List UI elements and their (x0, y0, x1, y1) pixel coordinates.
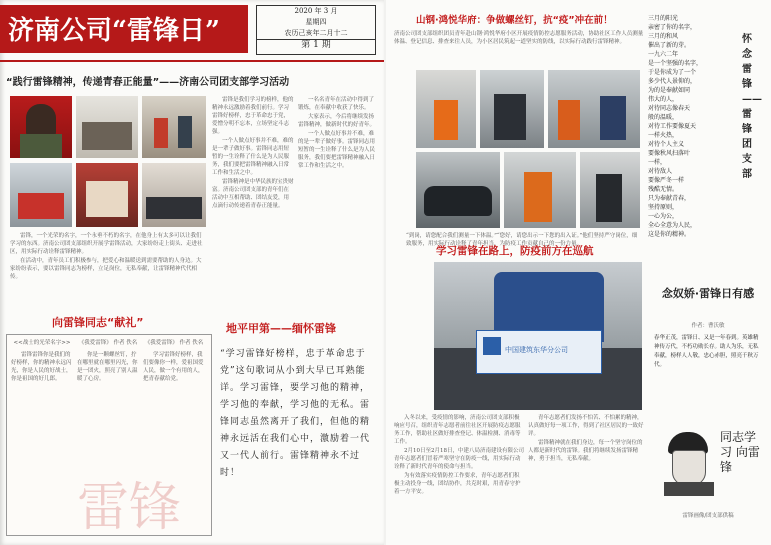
poem-column-2 (77, 339, 139, 529)
poem-line: 于是你成为了一个 (648, 69, 697, 76)
poem-line: 催出了新的芽。 (648, 42, 691, 49)
poem-line: 对待敌人 (648, 168, 673, 175)
lower-body-left (394, 414, 524, 538)
poem-line: 要像秋风扫落叶 (648, 150, 691, 157)
poem-line: 一样， (648, 159, 667, 166)
photo-community-visit (142, 96, 206, 158)
stamp-calligraphy: 同志学习 向雷锋 (720, 430, 760, 474)
paragraph: 雷锋精神就在我们身边，每一个坚守岗位的人都是新时代的雷锋。我们将继续发扬雷锋精神，勇于担当，无私奉献。 (528, 440, 643, 462)
photo-group-meeting (76, 96, 138, 158)
poem-line: 伟大的人， (648, 96, 679, 103)
poem-line: 三月的阳光 (648, 15, 679, 22)
poem-line: 一样火热， (648, 132, 679, 139)
vertical-poem-title: 怀念雷锋 —— 雷锋团支部 (742, 34, 762, 180)
photo-volunteers-street (10, 163, 72, 227)
photo-checkpoint (480, 70, 544, 148)
poem-line: 全心全意为人民， (648, 222, 697, 229)
poem-line: 残酷无情。 (648, 186, 679, 193)
portrait-caption: 雷锋画像/团支部供稿 (682, 513, 734, 519)
poem-column-header: 《我爱雷锋》 作者 佚名 (144, 340, 204, 346)
masthead-info (256, 5, 376, 55)
poem-text: 雷锋雷锋你是我们的好榜样，你的精神永远闪光，你是人民的好战士，你是祖国的好儿郎。 (11, 352, 72, 382)
poem-column-1 (11, 339, 73, 529)
poem-line: 坚持原则， (648, 204, 679, 211)
poem-watermark: 雷锋 (77, 478, 182, 536)
bus-banner (476, 330, 602, 374)
masthead-date: 2020 年 3 月 (294, 7, 338, 15)
lower-body-right (528, 414, 646, 538)
vertical-poem (648, 14, 738, 246)
lower-right-article: “学习雷锋好榜样，忠于革命忠于党”这句歌词从小到大早已耳熟能详。学习雷锋，要学习他的精神，学习他的奉献，学习他的无私。雷锋同志虽然离开了我们，但他的精神永远活在我们心中，激励着一代又一代人前行。雷锋精神永不过时！ (220, 349, 371, 478)
poem-line: 对待同志像春天 (648, 105, 691, 112)
poem-line: 只为奉献青春， (648, 195, 691, 202)
poem-line: 多少代人景仰的， (648, 78, 697, 85)
main-body-right (298, 96, 378, 306)
poem-line: 是一个坚强的名字， (648, 60, 703, 67)
photo-volunteer-orange-vest (416, 70, 476, 148)
top-intro: 济南公司团支部组织团员青年赴山钢·鸿悦华府小区开展疫情防控志愿服务活动，协助社区工作人员测量体温、登记信息、排查来往人员，为小区居民筑起一道坚实的防线，以实际行动践行雷锋精神。 (394, 31, 644, 45)
paragraph: 入冬以来，受疫情的影响，济南公司团支部积极响应号召，组织青年志愿者前往社区开展防疫志愿服务工作，帮助社区做好排查登记、体温检测、消毒等工作。 (394, 415, 521, 445)
paragraph: 青年志愿者们发扬不怕苦、不怕累的精神，认真做好每一项工作，得到了社区居民的一致好评。 (528, 415, 644, 437)
paragraph: 一个人做点好事并不难，难的是一辈子做好事。雷锋同志用短暂的一生诠释了什么是为人民服务，我们要把雷锋精神融入日常工作和生活之中。 (298, 131, 376, 169)
poem-line: 三月的和风 (648, 33, 679, 40)
right-page (386, 0, 771, 545)
photo-temperature-check (548, 70, 640, 148)
poem-block (6, 334, 212, 536)
poem-line: 亲密了你的名字， (648, 24, 697, 31)
masthead-issue: 第 1 期 (257, 39, 375, 51)
paragraph: 大家表示，今后将继续发扬雷锋精神，做新时代的好青年。 (298, 114, 376, 128)
paragraph: 一个人做点好事并不难，难的是一辈子做好事。雷锋同志用短暂的一生诠释了什么是为人民服务，我们要把雷锋精神融入日常工作和生活之中。 (212, 138, 294, 176)
masthead-lunar: 农历己亥年二月十二 (284, 29, 348, 37)
poem-column-3 (143, 339, 205, 529)
lower-right-headline: 地平甲第——缅怀雷锋 (226, 322, 336, 335)
photo-caption: “到岗，请您配合我们测量一下体温。”“您好，请您出示一下您的出入证。”他们坚持严守岗位，细致服务，用实际行动诠释了青年担当，为防疫工作贡献自己的一份力量。 (406, 233, 638, 247)
paragraph: 2月10日至2月18日，中建八局济南建设有限公司青年志愿者们冒着严寒坚守在防疫一线，用实际行动诠释了新时代青年的使命与担当。 (394, 448, 524, 470)
poem-line: 一九六二年 (648, 51, 679, 58)
left-page (0, 0, 384, 545)
poem-line: 对待个人主义 (648, 141, 685, 148)
photo-lei-feng-portrait (10, 96, 72, 158)
paragraph: 一名名青年在活动中得到了锻炼，在奉献中收获了快乐。 (298, 97, 375, 111)
paragraph: 雷锋是我们学习的榜样，他的精神永远激励着我们前行。学习雷锋好榜样，忠于革命忠于党，爱憎分明不忘本，立场坚定斗志强。 (212, 97, 294, 135)
small-headline: 念奴娇·雷锋日有感 (661, 287, 755, 300)
main-headline: “践行雷锋精神，传递青春正能量”——济南公司团支部学习活动 (6, 77, 290, 88)
banner-logo-icon (483, 337, 501, 355)
paragraph: 雷锋精神是中华民族的宝贵财富。济南公司团支部的青年们在活动中互相帮助、团结友爱，用点滴行动传递着青春正能量。 (212, 179, 294, 209)
masthead-rule (0, 60, 384, 62)
poem-column-header: <<战士的光荣名字>> (13, 340, 71, 346)
mid-headline: 学习雷锋在路上，防疫前方在巡航 (436, 245, 594, 257)
paragraph: 在活动中，青年员工们积极参与，把爱心和温暖送到需要帮助的人身边。大家纷纷表示，要以雷锋同志为榜样，立足岗位，无私奉献，让雷锋精神代代相传。 (10, 258, 202, 280)
poem-line: 对待工作要像夏天 (648, 123, 697, 130)
photo-registration (504, 152, 576, 228)
photo-indoor-event (76, 163, 138, 227)
small-author: 作者：曹沃敏 (691, 323, 725, 329)
photo-car-inspection (416, 152, 500, 228)
photo-team-group (142, 163, 206, 227)
masthead-title: 济南公司“雷锋日” (8, 16, 220, 46)
photo-bus-group (434, 262, 642, 410)
poem-line: 这是你的精神。 (648, 231, 691, 238)
top-headline: 山钢·鸿悦华府：争做螺丝钉，抗“疫”冲在前！ (416, 15, 613, 26)
poem-column-header: 《我爱雷锋》 作者 佚名 (78, 340, 138, 346)
photo-residents (580, 152, 640, 228)
main-body-middle (212, 96, 294, 306)
lower-left-headline: 向雷锋同志“献礼” (52, 316, 144, 329)
poem-text: 你是一颗螺丝钉，拧在哪里就在哪里闪光，你是一团火，照亮了别人温暖了心房。 (77, 352, 138, 382)
poem-line: 般的温暖， (648, 114, 679, 121)
poem-line: 为的是奉献如同 (648, 87, 691, 94)
masthead-weekday: 星期四 (305, 18, 327, 26)
banner-text: 中国建筑东华分公司 (505, 346, 568, 354)
poem-line: 一心为公， (648, 213, 679, 220)
poem-line: 要像严冬一样 (648, 177, 685, 184)
main-body-left (10, 232, 206, 308)
small-poem: 春华正茂，雷锋日、又是一年春到。英雄精神传万代，不朽功勋长存。助人为乐，无私奉献，榜样人人敬，忠心赤胆，照亮千秋万代。 (654, 335, 759, 368)
poem-text: 学习雷锋好榜样，我们要像你一样，爱祖国爱人民，做一个有用的人，把青春献给党。 (143, 352, 204, 382)
paragraph: 雷锋，一个光荣的名字，一个永垂不朽的名字，在他身上有太多可以让我们学习的东西。济南公司团支部组织开展学雷锋活动，大家纷纷走上街头、走进社区，用实际行动诠释雷锋精神。 (10, 233, 203, 255)
portrait-sketch (662, 430, 716, 496)
paragraph: 为有效落实疫情防控工作要求，青年志愿者们积极主动投身一线，团结协作，共克时艰，用青春守护着一方平安。 (394, 473, 521, 495)
